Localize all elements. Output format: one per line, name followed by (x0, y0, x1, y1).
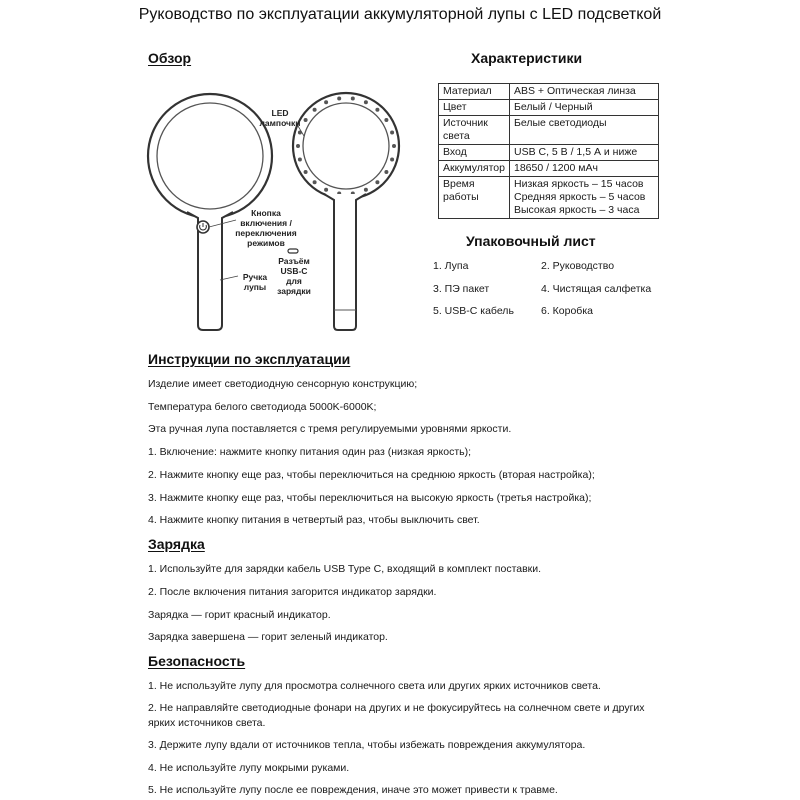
led-dot (296, 144, 300, 148)
led-dot (304, 118, 308, 122)
packing-heading: Упаковочный лист (466, 233, 596, 249)
safety-line: 1. Не используйте лупу для просмотра солнечного света или других ярких источников света. (148, 680, 601, 692)
button-label: Кнопка включения / переключения режимов (235, 208, 297, 248)
instruction-line: 4. Нажмите кнопку питания в четвертый раз, чтобы выключить свет. (148, 514, 480, 526)
list-item: 6. Коробка (541, 305, 593, 317)
page-title: Руководство по эксплуатации аккумуляторной лупы с LED подсветкой (138, 6, 662, 23)
table-row: Вход USB C, 5 В / 1,5 А и ниже (439, 145, 659, 161)
safety-line: 4. Не используйте лупу мокрыми руками. (148, 762, 350, 774)
led-dot (364, 188, 368, 192)
safety-line: 3. Держите лупу вдали от источников тепла, чтобы избежать повреждения аккумулятора. (148, 739, 586, 751)
table-row: Цвет Белый / Черный (439, 100, 659, 116)
specs-table (438, 83, 659, 219)
list-item: 4. Чистящая салфетка (541, 283, 652, 295)
safety-line: 5. Не используйте лупу после ее повреждения, иначе это может привести к травме. (148, 784, 558, 796)
list-item: 5. USB-C кабель (433, 305, 514, 317)
instructions-heading: Инструкции по эксплуатации (148, 351, 351, 367)
table-row: Источник света Белые светодиоды (439, 116, 659, 145)
list-item: 3. ПЭ пакет (433, 283, 490, 295)
led-dot (390, 158, 394, 162)
instruction-line: 3. Нажмите кнопку еще раз, чтобы переключиться на высокую яркость (третья настройка); (148, 492, 592, 504)
magnifier-back-lens (303, 103, 389, 189)
led-dot (364, 100, 368, 104)
led-dot (313, 180, 317, 184)
led-dot (384, 170, 388, 174)
list-item: 2. Руководство (541, 260, 615, 272)
charging-line: 2. После включения питания загорится индикатор зарядки. (148, 586, 437, 598)
led-dot (390, 131, 394, 135)
led-dot (351, 97, 355, 101)
led-dot (304, 170, 308, 174)
instruction-line: Эта ручная лупа поставляется с тремя регулируемыми уровнями яркости. (148, 423, 512, 435)
charging-line: 1. Используйте для зарядки кабель USB Type C, входящий в комплект поставки. (148, 563, 542, 575)
led-dot (324, 188, 328, 192)
led-label: LED лампочки (259, 108, 301, 128)
usb-port-label: Разъём USB-C для зарядки (277, 256, 311, 296)
list-item: 1. Лупа (433, 260, 469, 272)
safety-line: 2. Не направляйте светодиодные фонари на других и не фокусируйтесь на солнечном свете и других ярких источников света. (148, 702, 645, 729)
overview-heading: Обзор (148, 50, 192, 66)
led-dot (298, 158, 302, 162)
led-dot (337, 97, 341, 101)
led-dot (375, 180, 379, 184)
instruction-line: Изделие имеет светодиодную сенсорную конструкцию; (148, 378, 418, 390)
table-row: Материал ABS + Оптическая линза (439, 84, 659, 100)
usb-c-port-icon (288, 249, 298, 253)
handle-label: Ручка лупы (242, 272, 268, 292)
instruction-line: 1. Включение: нажмите кнопку питания один раз (низкая яркость); (148, 446, 472, 458)
charging-heading: Зарядка (148, 536, 205, 552)
led-dot (313, 108, 317, 112)
table-row: Аккумулятор 18650 / 1200 мАч (439, 161, 659, 177)
safety-heading: Безопасность (148, 653, 246, 669)
led-dot (392, 144, 396, 148)
magnifier-front-handle (187, 212, 233, 330)
led-dot (324, 100, 328, 104)
led-dot (375, 108, 379, 112)
instruction-line: Температура белого светодиода 5000K-6000K; (148, 401, 377, 413)
charging-line: Зарядка завершена — горит зеленый индикатор. (148, 631, 388, 643)
led-dot (384, 118, 388, 122)
charging-line: Зарядка — горит красный индикатор. (148, 609, 331, 621)
specs-heading: Характеристики (471, 50, 583, 66)
magnifier-front-lens (157, 103, 263, 209)
table-row: Время работы Низкая яркость – 15 часов Средняя яркость – 5 часов Высокая яркость – 3 часа (439, 177, 659, 219)
instruction-line: 2. Нажмите кнопку еще раз, чтобы переключиться на среднюю яркость (вторая настройка); (148, 469, 595, 481)
